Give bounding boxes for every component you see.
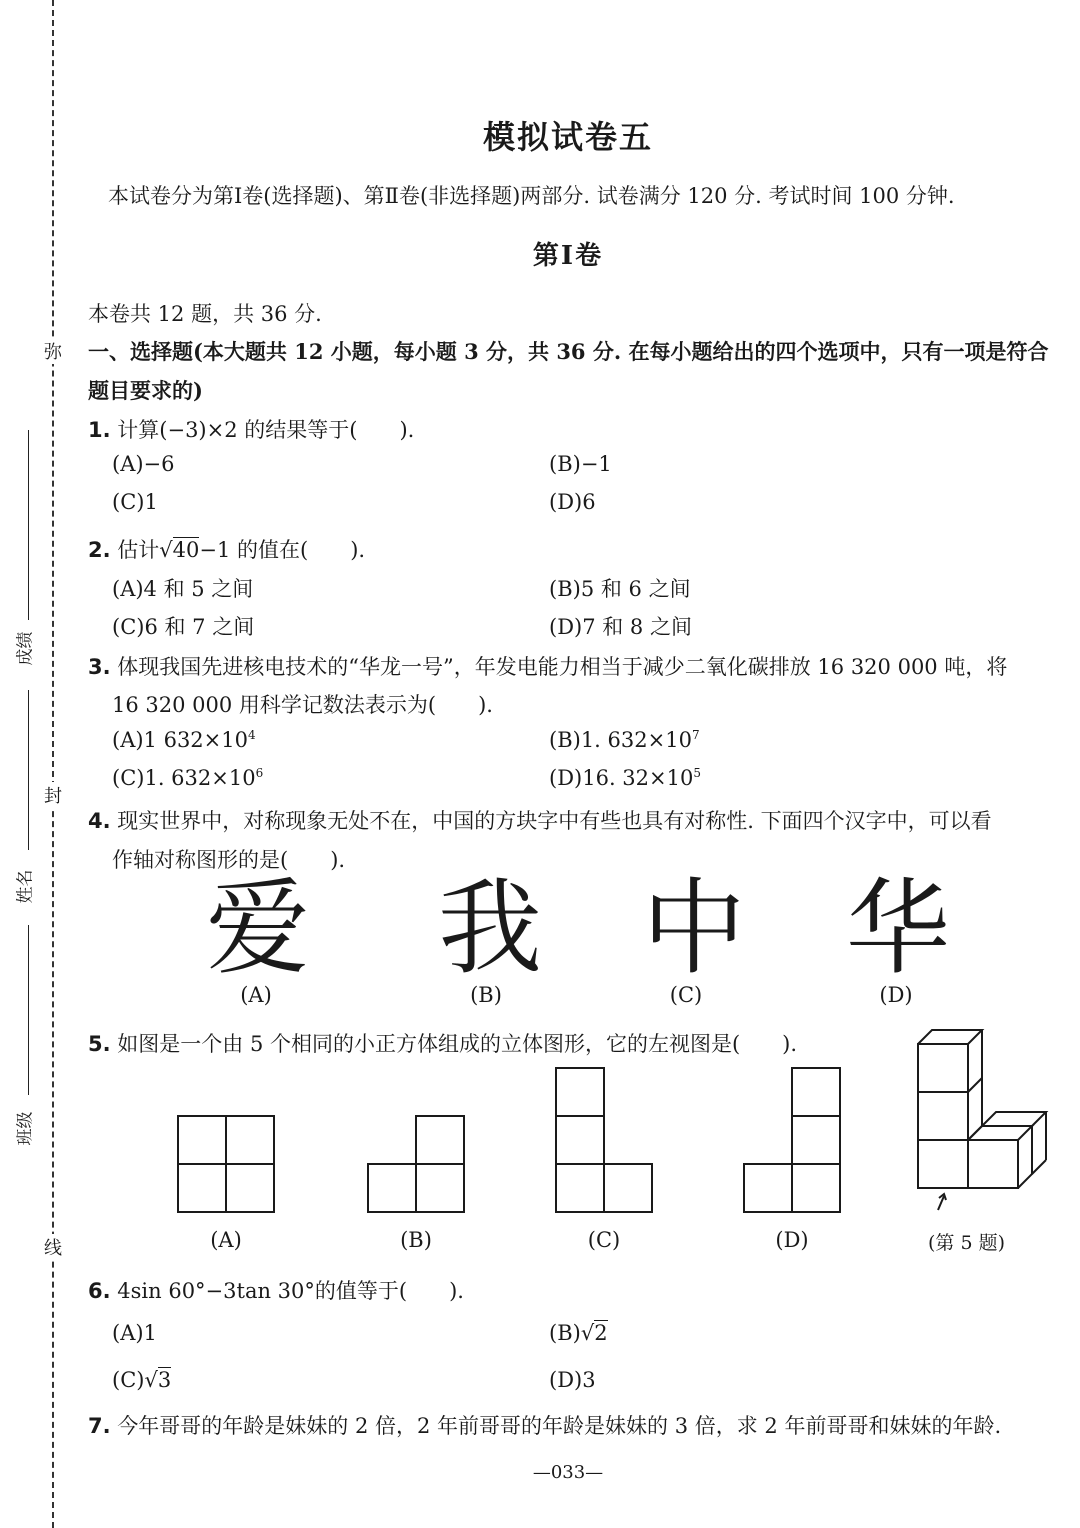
field-score-label: 成绩: [15, 631, 36, 666]
q4-option-a[interactable]: (A): [240, 983, 272, 1007]
radicand: 40: [172, 538, 200, 562]
q1-option-b[interactable]: (B)−1: [549, 452, 612, 476]
option-text: (B): [549, 1321, 581, 1345]
question-number: 6.: [88, 1279, 111, 1303]
q4-option-b[interactable]: (B): [470, 983, 502, 1007]
exponent: 5: [693, 766, 701, 780]
section-title: 第Ⅰ卷: [532, 241, 604, 271]
q5-option-a[interactable]: (A): [210, 1228, 242, 1252]
arrow-icon: [938, 1194, 946, 1210]
section-note: 本卷共 12 题，共 36 分.: [88, 302, 322, 326]
q5-option-b[interactable]: (B): [400, 1228, 432, 1252]
q5-view-b: [368, 1116, 464, 1212]
exponent: 4: [248, 728, 256, 742]
q4-option-d[interactable]: (D): [879, 983, 913, 1007]
q6-option-a[interactable]: (A)1: [112, 1321, 157, 1345]
q1-option-c[interactable]: (C)1: [112, 490, 158, 514]
q4-option-c[interactable]: (C): [669, 983, 703, 1007]
part-heading-line1: 一、选择题(本大题共 12 小题，每小题 3 分，共 36 分. 在每小题给出的四个选项中，只有一项是符合: [88, 339, 1049, 364]
exponent: 7: [691, 728, 700, 742]
question-number: 2.: [88, 538, 111, 562]
question-6: [88, 1275, 464, 1305]
q5-solid-figure: [918, 1030, 1046, 1188]
q2-option-b[interactable]: (B)5 和 6 之间: [549, 577, 691, 601]
seal-char-feng: 封: [44, 782, 62, 808]
q1-option-a[interactable]: (A)−6: [112, 452, 175, 476]
q5-view-a: [178, 1116, 274, 1212]
field-class-label: 班级: [15, 1111, 36, 1146]
question-number: 4.: [88, 809, 111, 833]
hanzi-ai: 爱: [206, 867, 311, 989]
option-text: (C)1. 632×10: [112, 766, 256, 790]
q6-option-c[interactable]: [112, 1368, 171, 1392]
option-text: (B)1. 632×10: [549, 728, 692, 752]
seal-char-mi: 弥: [44, 338, 62, 364]
q5-option-d[interactable]: (D): [775, 1228, 809, 1252]
question-stem: 计算(−3)×2 的结果等于( ).: [117, 418, 415, 442]
q2-option-d[interactable]: (D)7 和 8 之间: [549, 615, 692, 639]
question-number: 5.: [88, 1032, 111, 1056]
radicand: 2: [594, 1321, 608, 1345]
question-3-stem-line2: 16 320 000 用科学记数法表示为( ).: [112, 693, 493, 717]
q2-option-a[interactable]: (A)4 和 5 之间: [112, 577, 254, 601]
part-heading-line2: 题目要求的): [88, 378, 203, 403]
question-number: 7.: [88, 1414, 111, 1438]
sqrt-icon: √: [580, 1321, 595, 1345]
q5-view-d: [744, 1068, 840, 1212]
hanzi-hua: 华: [846, 867, 951, 989]
q5-figure-caption: (第 5 题): [928, 1232, 1005, 1254]
option-text: (A)1 632×10: [112, 728, 248, 752]
option-text: (C): [112, 1368, 145, 1392]
hanzi-wo: 我: [438, 867, 543, 989]
question-stem-pre: 估计: [117, 538, 160, 562]
question-stem-post: −1 的值在( ).: [199, 538, 366, 562]
radicand: 3: [157, 1368, 172, 1392]
question-stem: 现实世界中，对称现象无处不在，中国的方块字中有些也具有对称性. 下面四个汉字中，可以看: [117, 809, 992, 833]
q5-view-c: [556, 1068, 652, 1212]
option-text: (D)16. 32×10: [549, 766, 694, 790]
question-stem: 体现我国先进核电技术的“华龙一号”，年发电能力相当于减少二氧化碳排放 16 320 000 吨，将: [117, 655, 1008, 679]
q1-option-d[interactable]: (D)6: [549, 490, 596, 514]
question-4-stem-line2: 作轴对称图形的是( ).: [112, 848, 346, 872]
paper-title: 模拟试卷五: [482, 118, 653, 156]
question-number: 1.: [88, 418, 111, 442]
sqrt-icon: √: [144, 1368, 158, 1392]
seal-char-xian: 线: [44, 1234, 62, 1260]
exponent: 6: [255, 766, 264, 780]
question-7: [88, 1410, 1001, 1440]
field-name-label: 姓名: [15, 869, 36, 904]
sqrt-icon: √: [159, 538, 173, 562]
hanzi-zhong: 中: [642, 867, 747, 989]
question-stem: 今年哥哥的年龄是妹妹的 2 倍，2 年前哥哥的年龄是妹妹的 3 倍，求 2 年前哥哥和妹妹的年龄.: [117, 1414, 1002, 1438]
question-stem: 4sin 60°−3tan 30°的值等于( ).: [117, 1279, 464, 1303]
page-number: —033—: [532, 1462, 604, 1483]
q2-option-c[interactable]: (C)6 和 7 之间: [112, 615, 255, 639]
q6-option-d[interactable]: (D)3: [549, 1368, 596, 1392]
paper-intro: 本试卷分为第Ⅰ卷(选择题)、第Ⅱ卷(非选择题)两部分. 试卷满分 120 分. 考试时间 100 分钟.: [108, 184, 955, 208]
q6-option-b[interactable]: [549, 1321, 608, 1345]
q5-option-c[interactable]: (C): [587, 1228, 621, 1252]
question-stem: 如图是一个由 5 个相同的小正方体组成的立体图形，它的左视图是( ).: [117, 1032, 798, 1056]
question-number: 3.: [88, 655, 111, 679]
